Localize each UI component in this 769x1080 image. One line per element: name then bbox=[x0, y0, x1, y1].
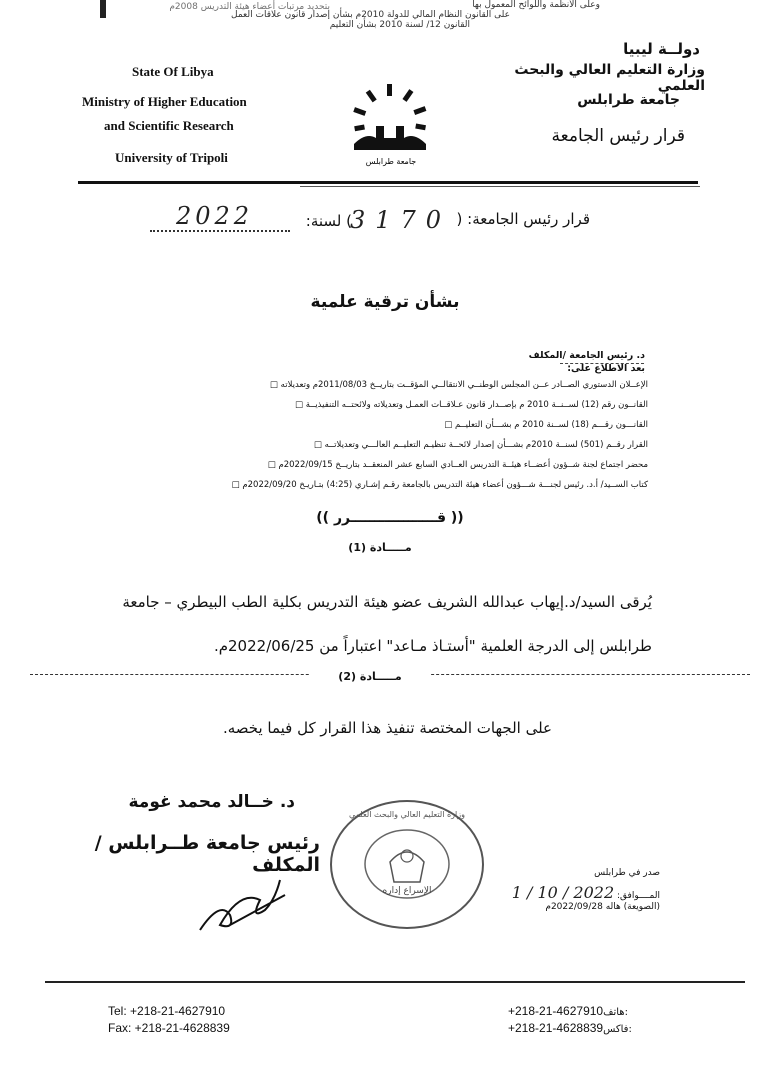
decision-reference bbox=[150, 200, 590, 240]
recital-item: القانـــون رقـــم (18) لســنة 2010 م بشـــأن التعليــم □ bbox=[444, 420, 648, 430]
article-1-body bbox=[82, 580, 652, 668]
issued-gregorian-date: 2022/09/28م bbox=[545, 902, 603, 912]
header-rule-thin bbox=[300, 186, 700, 187]
article-1-title: مـــــادة (1) bbox=[348, 541, 412, 554]
year-dotted-line bbox=[150, 230, 290, 232]
footer-fax-ar-number: +218-21-4628839 bbox=[508, 1021, 604, 1035]
ministry-name-ar: وزارة التعليم العالي والبحث العلمي bbox=[514, 62, 705, 94]
article-1-line: طرابلس إلى الدرجة العلمية "أستـاذ مـاعد" اعتباراً من 2022/06/25م. bbox=[213, 637, 652, 655]
recital-item: محضر اجتماع لجنة شــؤون أعضــاء هيئــة التدريس العــادي السابع عشر المنعقــد بتاريــخ 2022/09/15م □ bbox=[267, 460, 648, 470]
university-name: University of Tripoli bbox=[115, 150, 228, 165]
official-stamp bbox=[330, 800, 484, 929]
handwritten-signature bbox=[190, 870, 290, 940]
stamp-center-text: الإسراع إداره bbox=[382, 886, 432, 896]
state-name-ar: دولــة ليبيا bbox=[623, 40, 700, 58]
footer-rule bbox=[45, 981, 745, 983]
recital-item: الإعــلان الدستوري الصــادر عــن المجلس الوطنــي الانتقالــي المؤقــت بتاريــخ 2011/08/03م وتعديلاته □ bbox=[269, 380, 648, 390]
recital-item: كتاب الســيد/ أ.د. رئيس لجنـــة شـــؤون أعضاء هيئة التدريس بالجامعة رقـم إشـاري (4:25) بتـاريـخ 2022/09/20م □ bbox=[231, 480, 648, 490]
decision-title: (( قــــــــــــــــــرر )) bbox=[316, 510, 464, 526]
recitals-list bbox=[140, 380, 648, 500]
university-logo bbox=[346, 82, 436, 172]
signatory-name: د. خــالد محمد غومة bbox=[128, 792, 295, 812]
recital-item: القانــون رقم (12) لســنــة 2010 م بإصــدار قانون عـلاقــات العمـل وتعديلاته ولائحتــه التنفيذيــة □ bbox=[295, 400, 648, 410]
residue-mark bbox=[100, 0, 106, 18]
residue-line-1: وعلى الأنظمة واللوائح المعمول بها bbox=[472, 0, 600, 10]
recitals-issuer: د. رئيس الجامعة /المكلف bbox=[528, 350, 645, 361]
footer-tel-ar bbox=[508, 1004, 628, 1018]
state-name: State Of Libya bbox=[132, 64, 214, 79]
issued-hijri bbox=[510, 883, 660, 902]
issued-hijri-date: 2022 / 10 / 1 bbox=[511, 883, 615, 902]
decision-header-ar: قرار رئيس الجامعة bbox=[551, 126, 685, 146]
article-2-title: مـــــادة (2) bbox=[310, 670, 430, 683]
recital-item: القرار رقــم (501) لسنــة 2010م بشـــأن إصدار لائحــة تنظيـم التعليــم العالـــي وتعديلاتــه □ bbox=[313, 440, 648, 450]
reference-label: قرار رئيس الجامعة: ( bbox=[456, 210, 590, 228]
decision-year-handwritten: 2022 bbox=[176, 202, 254, 230]
residue-line-3: القانون 12/ لسنة 2010 بشأن التعليم bbox=[329, 20, 470, 30]
article-2-line: على الجهات المختصة تنفيذ هذا القرار كل فيما يخصه. bbox=[222, 719, 552, 737]
ministry-name-cont: and Scientific Research bbox=[104, 118, 234, 133]
footer-fax-ar bbox=[508, 1021, 632, 1035]
year-label: ) لسنة: bbox=[305, 212, 352, 230]
footer-tel-ar-label: هاتف: bbox=[603, 1007, 628, 1018]
decision-subject: بشأن ترقية علمية bbox=[310, 292, 460, 312]
decision-number-handwritten: 3170 bbox=[350, 206, 452, 234]
issued-gregorian-label: (الصويعة) هاله bbox=[605, 902, 660, 912]
residue-line-4: بتحديد مرتبات أعضاء هيئة التدريس 2008م bbox=[169, 2, 330, 12]
issued-place: صدر في طرابلس bbox=[594, 868, 660, 878]
footer-fax-ar-label: فاكس: bbox=[603, 1024, 632, 1035]
signatory-title: رئيس جامعة طــرابلس /المكلف bbox=[94, 832, 320, 876]
residue-line-2: على القانون النظام المالي للدولة 2010م بشأن إصدار قانون علاقات العمل bbox=[231, 10, 510, 20]
logo-caption: جامعة طرابلس bbox=[365, 157, 417, 166]
stamp-emblem-icon bbox=[332, 802, 482, 927]
university-name-ar: جامعة طرابلس bbox=[577, 92, 680, 108]
stamp-text: وزارة التعليم العالي والبحث العلمي bbox=[349, 810, 465, 819]
ministry-name: Ministry of Higher Education bbox=[82, 94, 247, 109]
recitals-heading: بعد الاطلاع على: bbox=[567, 363, 645, 374]
sun-emblem-icon bbox=[346, 82, 436, 172]
footer-tel-en: Tel: +218-21-4627910 bbox=[108, 1004, 226, 1018]
issued-hijri-label: المــــوافق: bbox=[617, 891, 660, 901]
footer-fax-en: Fax: +218-21-4628839 bbox=[108, 1021, 230, 1035]
header-rule bbox=[78, 181, 698, 184]
article-1-line: يُرقى السيد/د.إيهاب عبدالله الشريف عضو هيئة التدريس بكلية الطب البيطري – جامعة bbox=[122, 593, 652, 611]
issued-gregorian bbox=[510, 902, 660, 912]
footer-tel-ar-number: +218-21-4627910 bbox=[508, 1004, 604, 1018]
